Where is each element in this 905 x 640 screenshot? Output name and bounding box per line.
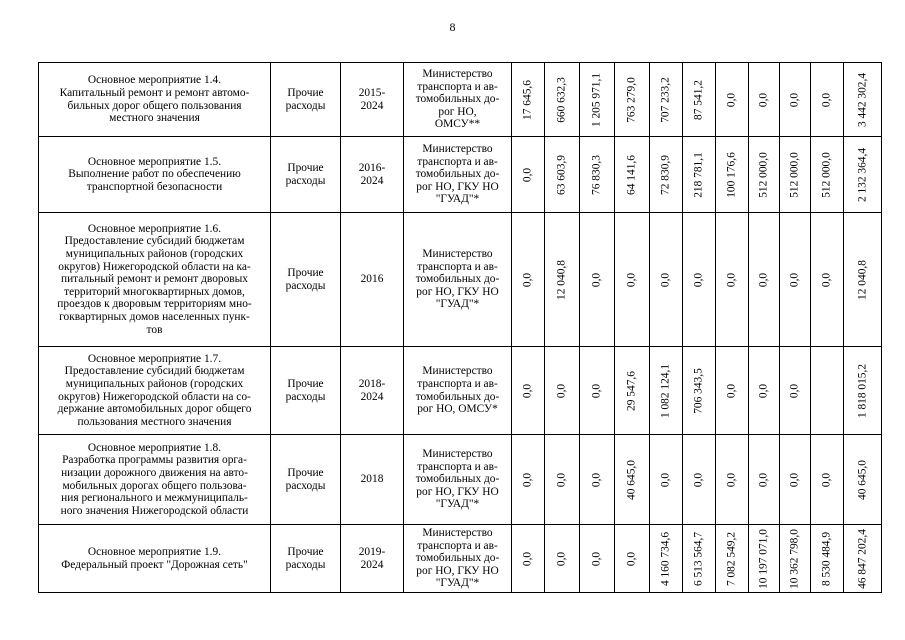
amount-value: 0,0 — [590, 551, 603, 566]
amount-cell — [780, 525, 811, 593]
years-cell: 2018 — [341, 435, 404, 525]
amount-value: 0,0 — [590, 272, 603, 287]
amount-value: 7 082 549,2 — [725, 531, 738, 586]
amount-value: 706 343,5 — [692, 367, 705, 414]
table-row — [39, 63, 882, 137]
amount-value: 0,0 — [590, 383, 603, 398]
amount-cell — [580, 525, 615, 593]
amount-cell — [811, 435, 844, 525]
amount-value: 0,0 — [788, 92, 801, 107]
years-cell: 2015- 2024 — [341, 63, 404, 137]
amount-value: 1 205 971,1 — [590, 72, 603, 127]
amount-cell — [615, 347, 650, 435]
amount-value: 0,0 — [725, 472, 738, 487]
amount-cell — [683, 435, 716, 525]
amount-cell — [749, 525, 780, 593]
amount-value: 4 160 734,6 — [659, 531, 672, 586]
amount-value: 707 233,2 — [659, 76, 672, 123]
amount-cell — [683, 525, 716, 593]
amount-value: 0,0 — [820, 272, 833, 287]
amount-cell — [512, 435, 545, 525]
activity-name-cell: Основное мероприятие 1.7. Предоставление субсидий бюджетам муниципальных районов (городских округов) Нижегородской области на со- держание автомобильных дорог общего пользования местного значения — [39, 347, 271, 435]
amount-cell — [780, 347, 811, 435]
amount-value: 0,0 — [820, 92, 833, 107]
amount-value: 218 781,1 — [692, 151, 705, 198]
amount-cell — [780, 435, 811, 525]
amount-value: 100 176,6 — [725, 151, 738, 198]
amount-cell — [580, 63, 615, 137]
executor-cell: Министерство транспорта и ав- томобильных до- рог НО, ГКУ НО "ГУАД"* — [404, 525, 512, 593]
amount-cell — [512, 63, 545, 137]
amount-cell — [716, 137, 749, 213]
amount-value: 72 830,9 — [659, 154, 672, 195]
amount-value: 0,0 — [788, 383, 801, 398]
amount-value: 660 632,3 — [555, 76, 568, 123]
amount-cell — [811, 525, 844, 593]
amount-value: 0,0 — [757, 272, 770, 287]
amount-cell — [780, 137, 811, 213]
amount-cell — [749, 213, 780, 347]
amount-value: 0,0 — [725, 92, 738, 107]
amount-cell — [650, 63, 683, 137]
amount-cell — [683, 63, 716, 137]
amount-value: 0,0 — [521, 272, 534, 287]
amount-cell — [716, 435, 749, 525]
table-row — [39, 435, 882, 525]
activity-name-cell: Основное мероприятие 1.6. Предоставление субсидий бюджетам муниципальных районов (городских округов) Нижегородской области на ка- питальный ремонт и ремонт дворовых территорий многоквартирных домов, проездов к дворовым территориям мно- гоквартирных домов населенных пунк- тов — [39, 213, 271, 347]
amount-cell — [580, 435, 615, 525]
amount-value: 46 847 202,4 — [856, 528, 869, 589]
amount-value: 12 040,8 — [555, 259, 568, 300]
amount-cell — [650, 213, 683, 347]
amount-value: 0,0 — [692, 472, 705, 487]
executor-cell: Министерство транспорта и ав- томобильных до- рог НО, ГКУ НО "ГУАД"* — [404, 137, 512, 213]
amount-value: 763 279,0 — [625, 76, 638, 123]
amount-cell — [650, 347, 683, 435]
amount-value: 10 197 071,0 — [757, 528, 770, 589]
amount-value: 0,0 — [757, 472, 770, 487]
amount-value: 0,0 — [692, 272, 705, 287]
amount-cell — [683, 347, 716, 435]
amount-value: 8 530 484,9 — [820, 531, 833, 586]
amount-cell — [650, 525, 683, 593]
executor-cell: Министерство транспорта и ав- томобильных до- рог НО, ГКУ НО "ГУАД"* — [404, 435, 512, 525]
amount-cell — [580, 213, 615, 347]
amount-value: 1 082 124,1 — [659, 363, 672, 418]
amount-cell — [811, 347, 844, 435]
amount-value: 6 513 564,7 — [692, 531, 705, 586]
amount-cell — [683, 213, 716, 347]
amount-cell — [512, 137, 545, 213]
amount-cell — [749, 63, 780, 137]
amount-cell — [615, 63, 650, 137]
amount-value: 0,0 — [625, 272, 638, 287]
amount-cell — [844, 435, 882, 525]
amount-cell — [545, 347, 580, 435]
amount-cell — [716, 213, 749, 347]
table-row — [39, 347, 882, 435]
amount-value: 0,0 — [555, 472, 568, 487]
amount-value: 76 830,3 — [590, 154, 603, 195]
amount-cell — [780, 213, 811, 347]
activity-name-cell: Основное мероприятие 1.4. Капитальный ремонт и ремонт автомо- бильных дорог общего пользования местного значения — [39, 63, 271, 137]
amount-cell — [615, 213, 650, 347]
amount-cell — [512, 213, 545, 347]
amount-cell — [545, 435, 580, 525]
amount-cell — [580, 347, 615, 435]
amount-cell — [716, 347, 749, 435]
amount-value: 512 000,0 — [757, 151, 770, 198]
amount-value: 0,0 — [659, 272, 672, 287]
amount-value: 12 040,8 — [856, 259, 869, 300]
executor-cell: Министерство транспорта и ав- томобильных до- рог НО, ОМСУ** — [404, 63, 512, 137]
expense-type-cell: Прочие расходы — [271, 63, 341, 137]
table-row — [39, 213, 882, 347]
years-cell: 2016- 2024 — [341, 137, 404, 213]
program-activities-table — [38, 62, 882, 593]
amount-cell — [716, 525, 749, 593]
amount-cell — [545, 137, 580, 213]
amount-cell — [512, 347, 545, 435]
amount-value: 2 132 364,4 — [856, 147, 869, 202]
amount-cell — [749, 137, 780, 213]
amount-cell — [844, 137, 882, 213]
amount-value: 512 000,0 — [820, 151, 833, 198]
amount-cell — [545, 213, 580, 347]
amount-value: 0,0 — [725, 383, 738, 398]
years-cell: 2018- 2024 — [341, 347, 404, 435]
amount-cell — [512, 525, 545, 593]
table-row — [39, 525, 882, 593]
amount-cell — [615, 435, 650, 525]
activity-name-cell: Основное мероприятие 1.9. Федеральный проект "Дорожная сеть" — [39, 525, 271, 593]
amount-value: 512 000,0 — [788, 151, 801, 198]
amount-value: 0,0 — [820, 472, 833, 487]
activity-name-cell: Основное мероприятие 1.8. Разработка программы развития орга- низации дорожного движения на авто- мобильных дорогах общего пользова- ния регионального и межмуниципаль- ного значения Нижегородской области — [39, 435, 271, 525]
amount-value: 0,0 — [521, 383, 534, 398]
amount-value: 0,0 — [757, 383, 770, 398]
amount-cell — [615, 525, 650, 593]
amount-cell — [780, 63, 811, 137]
amount-value: 0,0 — [521, 551, 534, 566]
amount-cell — [650, 435, 683, 525]
amount-cell — [650, 137, 683, 213]
amount-cell — [749, 347, 780, 435]
amount-cell — [811, 63, 844, 137]
amount-cell — [545, 63, 580, 137]
amount-value: 3 442 302,4 — [856, 72, 869, 127]
amount-value: 10 362 798,0 — [788, 528, 801, 589]
amount-value: 40 645,0 — [856, 459, 869, 500]
executor-cell: Министерство транспорта и ав- томобильных до- рог НО, ГКУ НО "ГУАД"* — [404, 213, 512, 347]
expense-type-cell: Прочие расходы — [271, 435, 341, 525]
amount-value: 0,0 — [555, 383, 568, 398]
amount-cell — [683, 137, 716, 213]
amount-value: 0,0 — [725, 272, 738, 287]
page-number: 8 — [449, 20, 456, 34]
amount-cell — [811, 213, 844, 347]
amount-cell — [615, 137, 650, 213]
expense-type-cell: Прочие расходы — [271, 347, 341, 435]
amount-cell — [749, 435, 780, 525]
amount-cell — [844, 213, 882, 347]
expense-type-cell: Прочие расходы — [271, 213, 341, 347]
amount-value: 29 547,6 — [625, 370, 638, 411]
amount-cell — [844, 347, 882, 435]
amount-value: 0,0 — [757, 92, 770, 107]
activity-name-cell: Основное мероприятие 1.5. Выполнение работ по обеспечению транспортной безопасности — [39, 137, 271, 213]
amount-cell — [844, 63, 882, 137]
table-row — [39, 137, 882, 213]
amount-cell — [545, 525, 580, 593]
expense-type-cell: Прочие расходы — [271, 525, 341, 593]
amount-cell — [811, 137, 844, 213]
amount-value: 0,0 — [788, 272, 801, 287]
amount-value: 0,0 — [590, 472, 603, 487]
amount-cell — [844, 525, 882, 593]
years-cell: 2016 — [341, 213, 404, 347]
amount-value: 0,0 — [521, 472, 534, 487]
executor-cell: Министерство транспорта и ав- томобильных до- рог НО, ОМСУ* — [404, 347, 512, 435]
amount-value: 87 541,2 — [692, 79, 705, 120]
amount-value: 0,0 — [625, 551, 638, 566]
amount-cell — [580, 137, 615, 213]
amount-value: 64 141,6 — [625, 154, 638, 195]
amount-value: 1 818 015,2 — [856, 363, 869, 418]
amount-value: 17 645,6 — [521, 79, 534, 120]
expense-type-cell: Прочие расходы — [271, 137, 341, 213]
amount-value: 0,0 — [659, 472, 672, 487]
amount-value: 0,0 — [555, 551, 568, 566]
amount-value: 0,0 — [521, 167, 534, 182]
amount-cell — [716, 63, 749, 137]
amount-value: 40 645,0 — [625, 459, 638, 500]
amount-value: 0,0 — [788, 472, 801, 487]
amount-value: 63 603,9 — [555, 154, 568, 195]
years-cell: 2019- 2024 — [341, 525, 404, 593]
